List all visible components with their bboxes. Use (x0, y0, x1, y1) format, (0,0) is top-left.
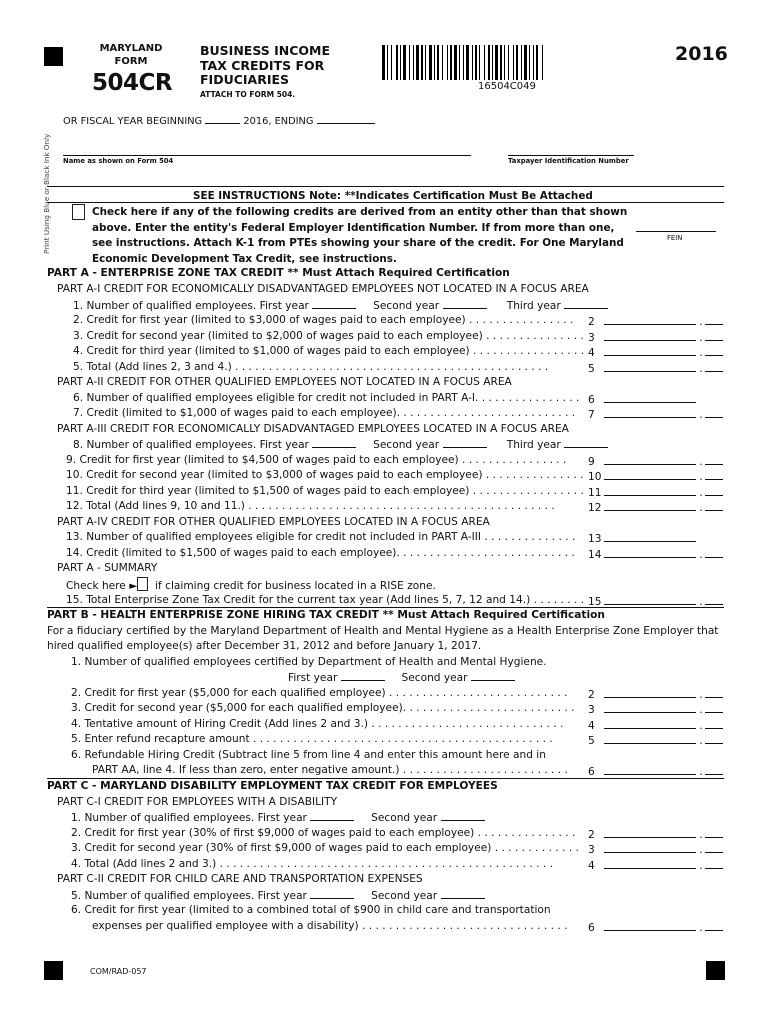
amount-line-c2: 2 . (588, 826, 723, 842)
amount-line-a5: 5 . (588, 360, 723, 376)
cents-field[interactable] (705, 344, 723, 356)
a-line-1: 1. Number of qualified employees. First year Second year Third year (73, 298, 608, 313)
amount-line-b3: 3 . (588, 701, 723, 717)
part-a-summary-heading: PART A - SUMMARY (57, 562, 158, 574)
amount-field[interactable] (604, 732, 696, 744)
part-b-intro-2: hired qualified employee(s) after December 31, 2012 and before January 1, 2017. (47, 640, 482, 652)
amount-line-a7: 7 . (588, 406, 723, 422)
cents-field[interactable] (705, 841, 723, 853)
c-line-2: 2. Credit for first year (30% of first $9,000 of wages paid to each employee) . . . . . . . . . . . . . . . (71, 827, 576, 839)
a1-second-year-field[interactable] (443, 298, 487, 309)
tax-year: 2016 (675, 43, 728, 65)
amount-line-c6: 6 . (588, 919, 723, 935)
b-line-5: 5. Enter refund recapture amount . . . . . . . . . . . . . . . . . . . . . . . . . . . . . . . . . . . . . . . . . . . . . (71, 733, 553, 745)
part-a3-heading: PART A-III CREDIT FOR ECONOMICALLY DISADVANTAGED EMPLOYEES LOCATED IN A FOCUS AREA (57, 423, 569, 435)
a-line-12: 12. Total (Add lines 9, 10 and 11.) . . . . . . . . . . . . . . . . . . . . . . . . . . . . . . . . . . . . . . . . . . . . . . (66, 500, 555, 512)
b-line-1-years: First year Second year (288, 670, 515, 685)
a-line-13: 13. Number of qualified employees eligible for credit not included in PART A-III . . . . . . . . . . . . . . (66, 531, 576, 543)
cents-field[interactable] (705, 499, 723, 511)
attach-note: ATTACH TO FORM 504. (200, 90, 296, 99)
c5-second-year-field[interactable] (441, 888, 485, 899)
a-line-6: 6. Number of qualified employees eligible for credit not included in PART A-I. . . . . . . . . . . . . . . . (73, 392, 580, 404)
amount-line-a14: 14 . (588, 546, 723, 562)
cents-field[interactable] (705, 857, 723, 869)
part-c2-heading: PART C-II CREDIT FOR CHILD CARE AND TRANSPORTATION EXPENSES (57, 873, 423, 885)
a-line-2: 2. Credit for first year (limited to $3,000 of wages paid to each employee) . . . . . . . . . . . . . . . . (73, 314, 574, 326)
pte-instructions: Check here if any of the following credits are derived from an entity other than that shown above. Enter the entity's Federal Employer Identification Number. If from more than one, see instructions. Attach K-1 from PTEs showing your share of the credit. For One Maryland Economic Development Tax Credit, see instructions. (92, 206, 628, 265)
divider (47, 202, 724, 203)
amount-field[interactable] (604, 841, 696, 853)
amount-line-a2: 2 . (588, 313, 723, 329)
a1-first-year-field[interactable] (312, 298, 356, 309)
amount-field[interactable] (604, 313, 696, 325)
a-line-14: 14. Credit (limited to $1,500 of wages paid to each employee). . . . . . . . . . . . . . . . . . . . . . . . . . . (66, 547, 575, 559)
barcode-text: 16504C049 (478, 81, 536, 92)
amount-field[interactable] (604, 826, 696, 838)
amount-line-a6: 6 (588, 391, 696, 407)
cents-field[interactable] (705, 484, 723, 496)
fein-label: FEIN (667, 234, 683, 242)
fein-field[interactable] (636, 231, 716, 232)
cents-field[interactable] (705, 593, 723, 605)
amount-line-a12: 12 . (588, 499, 723, 515)
a-line-4: 4. Credit for third year (limited to $1,000 of wages paid to each employee) . . . . . . . . . . . . . . . . . (73, 345, 585, 357)
cents-field[interactable] (705, 826, 723, 838)
amount-field[interactable] (604, 593, 696, 605)
part-a2-heading: PART A-II CREDIT FOR OTHER QUALIFIED EMPLOYEES NOT LOCATED IN A FOCUS AREA (57, 376, 512, 388)
part-b-heading: PART B - HEALTH ENTERPRISE ZONE HIRING TAX CREDIT ** Must Attach Required Certification (47, 609, 605, 621)
part-b-intro-1: For a fiduciary certified by the Maryland Department of Health and Mental Hygiene as a Health Enterprise Zone Employer that (47, 625, 719, 637)
amount-field[interactable] (604, 453, 696, 465)
tin-label: Taxpayer Identification Number (508, 157, 629, 165)
tin-field[interactable] (508, 155, 634, 156)
a-line-3: 3. Credit for second year (limited to $2,000 of wages paid to each employee) . . . . . . . . . . . . . . . (73, 330, 584, 342)
a8-second-year-field[interactable] (443, 437, 487, 448)
form-number: 504CR (92, 70, 173, 96)
amount-line-b4: 4 . (588, 717, 723, 733)
cents-field[interactable] (705, 546, 723, 558)
c-line-1: 1. Number of qualified employees. First year Second year (71, 810, 485, 825)
rise-zone-row: Check here ► if claiming credit for business located in a RISE zone. (66, 577, 436, 593)
ink-note: Print Using Blue or Black Ink Only (42, 133, 51, 254)
c1-second-year-field[interactable] (441, 810, 485, 821)
amount-line-a13: 13 (588, 530, 696, 546)
cents-field[interactable] (705, 468, 723, 480)
divider (47, 186, 724, 187)
form-label: FORM (114, 56, 148, 67)
b1-first-year-field[interactable] (341, 670, 385, 681)
cents-field[interactable] (705, 686, 723, 698)
amount-field[interactable] (604, 329, 696, 341)
c1-first-year-field[interactable] (310, 810, 354, 821)
amount-field[interactable] (604, 344, 696, 356)
a-line-11: 11. Credit for third year (limited to $1,500 of wages paid to each employee) . . . . . . . . . . . . . . . . . (66, 485, 584, 497)
cents-field[interactable] (705, 453, 723, 465)
fiscal-begin-field[interactable] (205, 113, 240, 124)
amount-field[interactable] (604, 763, 696, 775)
amount-field[interactable] (604, 530, 696, 542)
c-line-6a: 6. Credit for first year (limited to a combined total of $900 in child care and transportation (71, 904, 551, 916)
amount-field[interactable] (604, 499, 696, 511)
cents-field[interactable] (705, 701, 723, 713)
fiscal-year-row: OR FISCAL YEAR BEGINNING 2016, ENDING (63, 113, 375, 129)
a8-first-year-field[interactable] (312, 437, 356, 448)
amount-line-b2: 2 . (588, 686, 723, 702)
cents-field[interactable] (705, 732, 723, 744)
rise-zone-checkbox[interactable] (137, 577, 148, 591)
registration-mark (706, 961, 725, 980)
c-line-6b: expenses per qualified employee with a disability) . . . . . . . . . . . . . . . . . . . . . . . . . . . . . . . (92, 920, 568, 932)
amount-line-a9: 9 . (588, 453, 723, 469)
a-line-7: 7. Credit (limited to $1,000 of wages paid to each employee). . . . . . . . . . . . . . . . . . . . . . . . . . . (73, 407, 576, 419)
amount-field[interactable] (604, 857, 696, 869)
part-a1-heading: PART A-I CREDIT FOR ECONOMICALLY DISADVANTAGED EMPLOYEES NOT LOCATED IN A FOCUS AREA (57, 283, 589, 295)
amount-field[interactable] (604, 484, 696, 496)
fiscal-end-field[interactable] (317, 113, 375, 124)
amount-field[interactable] (604, 717, 696, 729)
b-line-3: 3. Credit for second year ($5,000 for each qualified employee). . . . . . . . . . . . . . . . . . . . . . . . . . (71, 702, 575, 714)
amount-field[interactable] (604, 701, 696, 713)
amount-line-c3: 3 . (588, 841, 723, 857)
b-line-1: 1. Number of qualified employees certified by Department of Health and Mental Hygiene. (71, 656, 547, 668)
amount-line-b6: 6 . (588, 763, 723, 779)
amount-field[interactable] (604, 360, 696, 372)
amount-field[interactable] (604, 546, 696, 558)
part-a-heading: PART A - ENTERPRISE ZONE TAX CREDIT ** Must Attach Required Certification (47, 267, 510, 279)
part-c-heading: PART C - MARYLAND DISABILITY EMPLOYMENT TAX CREDIT FOR EMPLOYEES (47, 780, 498, 792)
a8-third-year-field[interactable] (564, 437, 608, 448)
cents-field[interactable] (705, 763, 723, 775)
footer-code: COM/RAD-057 (90, 967, 147, 976)
b-line-4: 4. Tentative amount of Hiring Credit (Add lines 2 and 3.) . . . . . . . . . . . . . . . . . . . . . . . . . . . . . (71, 718, 564, 730)
a-line-9: 9. Credit for first year (limited to $4,500 of wages paid to each employee) . . . . . . . . . . . . . . . . (66, 454, 567, 466)
a-line-8: 8. Number of qualified employees. First year Second year Third year (73, 437, 608, 452)
part-a4-heading: PART A-IV CREDIT FOR OTHER QUALIFIED EMPLOYEES LOCATED IN A FOCUS AREA (57, 516, 490, 528)
form-title: BUSINESS INCOME TAX CREDITS FOR FIDUCIARIES (200, 43, 331, 87)
registration-mark (44, 47, 63, 66)
pte-checkbox[interactable] (72, 204, 85, 220)
c-line-4: 4. Total (Add lines 2 and 3.) . . . . . . . . . . . . . . . . . . . . . . . . . . . . . . . . . . . . . . . . . . . . . . . . . . (71, 858, 553, 870)
b-line-6a: 6. Refundable Hiring Credit (Subtract line 5 from line 4 and enter this amount here and in (71, 749, 546, 761)
instructions-heading: SEE INSTRUCTIONS Note: **Indicates Certification Must Be Attached (193, 190, 593, 202)
c-line-5: 5. Number of qualified employees. First year Second year (71, 888, 485, 903)
registration-mark (44, 961, 63, 980)
amount-field[interactable] (604, 406, 696, 418)
amount-line-c4: 4 . (588, 857, 723, 873)
amount-field[interactable] (604, 686, 696, 698)
name-label: Name as shown on Form 504 (63, 157, 174, 165)
name-field[interactable] (63, 155, 471, 156)
cents-field[interactable] (705, 313, 723, 325)
part-c1-heading: PART C-I CREDIT FOR EMPLOYEES WITH A DISABILITY (57, 796, 338, 808)
state-label: MARYLAND (99, 43, 163, 54)
amount-line-b5: 5 . (588, 732, 723, 748)
barcode (382, 45, 658, 80)
a-line-15: 15. Total Enterprise Zone Tax Credit for the current tax year (Add lines 5, 7, 12 and 14.) . . . . . . . . (66, 594, 585, 606)
b-line-6b: PART AA, line 4. If less than zero, enter negative amount.) . . . . . . . . . . . . . . . . . . . . . . . . . (92, 764, 568, 776)
amount-line-a11: 11 . (588, 484, 723, 500)
a-line-5: 5. Total (Add lines 2, 3 and 4.) . . . . . . . . . . . . . . . . . . . . . . . . . . . . . . . . . . . . . . . . . . . . . . . (73, 361, 549, 373)
amount-line-a10: 10 . (588, 468, 723, 484)
b-line-2: 2. Credit for first year ($5,000 for each qualified employee) . . . . . . . . . . . . . . . . . . . . . . . . . . . (71, 687, 568, 699)
cents-field[interactable] (705, 717, 723, 729)
amount-line-a4: 4 . (588, 344, 723, 360)
c-line-3: 3. Credit for second year (30% of first $9,000 of wages paid to each employee) . . . . . . . . . . . . . (71, 842, 579, 854)
a-line-10: 10. Credit for second year (limited to $3,000 of wages paid to each employee) . . . . . . . . . . . . . . . (66, 469, 584, 481)
amount-line-a15: 15 . (588, 593, 723, 609)
cents-field[interactable] (705, 329, 723, 341)
c5-first-year-field[interactable] (310, 888, 354, 899)
a1-third-year-field[interactable] (564, 298, 608, 309)
b1-second-year-field[interactable] (471, 670, 515, 681)
amount-field[interactable] (604, 919, 696, 931)
amount-line-a3: 3 . (588, 329, 723, 345)
amount-field[interactable] (604, 468, 696, 480)
cents-field[interactable] (705, 406, 723, 418)
cents-field[interactable] (705, 360, 723, 372)
cents-field[interactable] (705, 919, 723, 931)
amount-field[interactable] (604, 391, 696, 403)
